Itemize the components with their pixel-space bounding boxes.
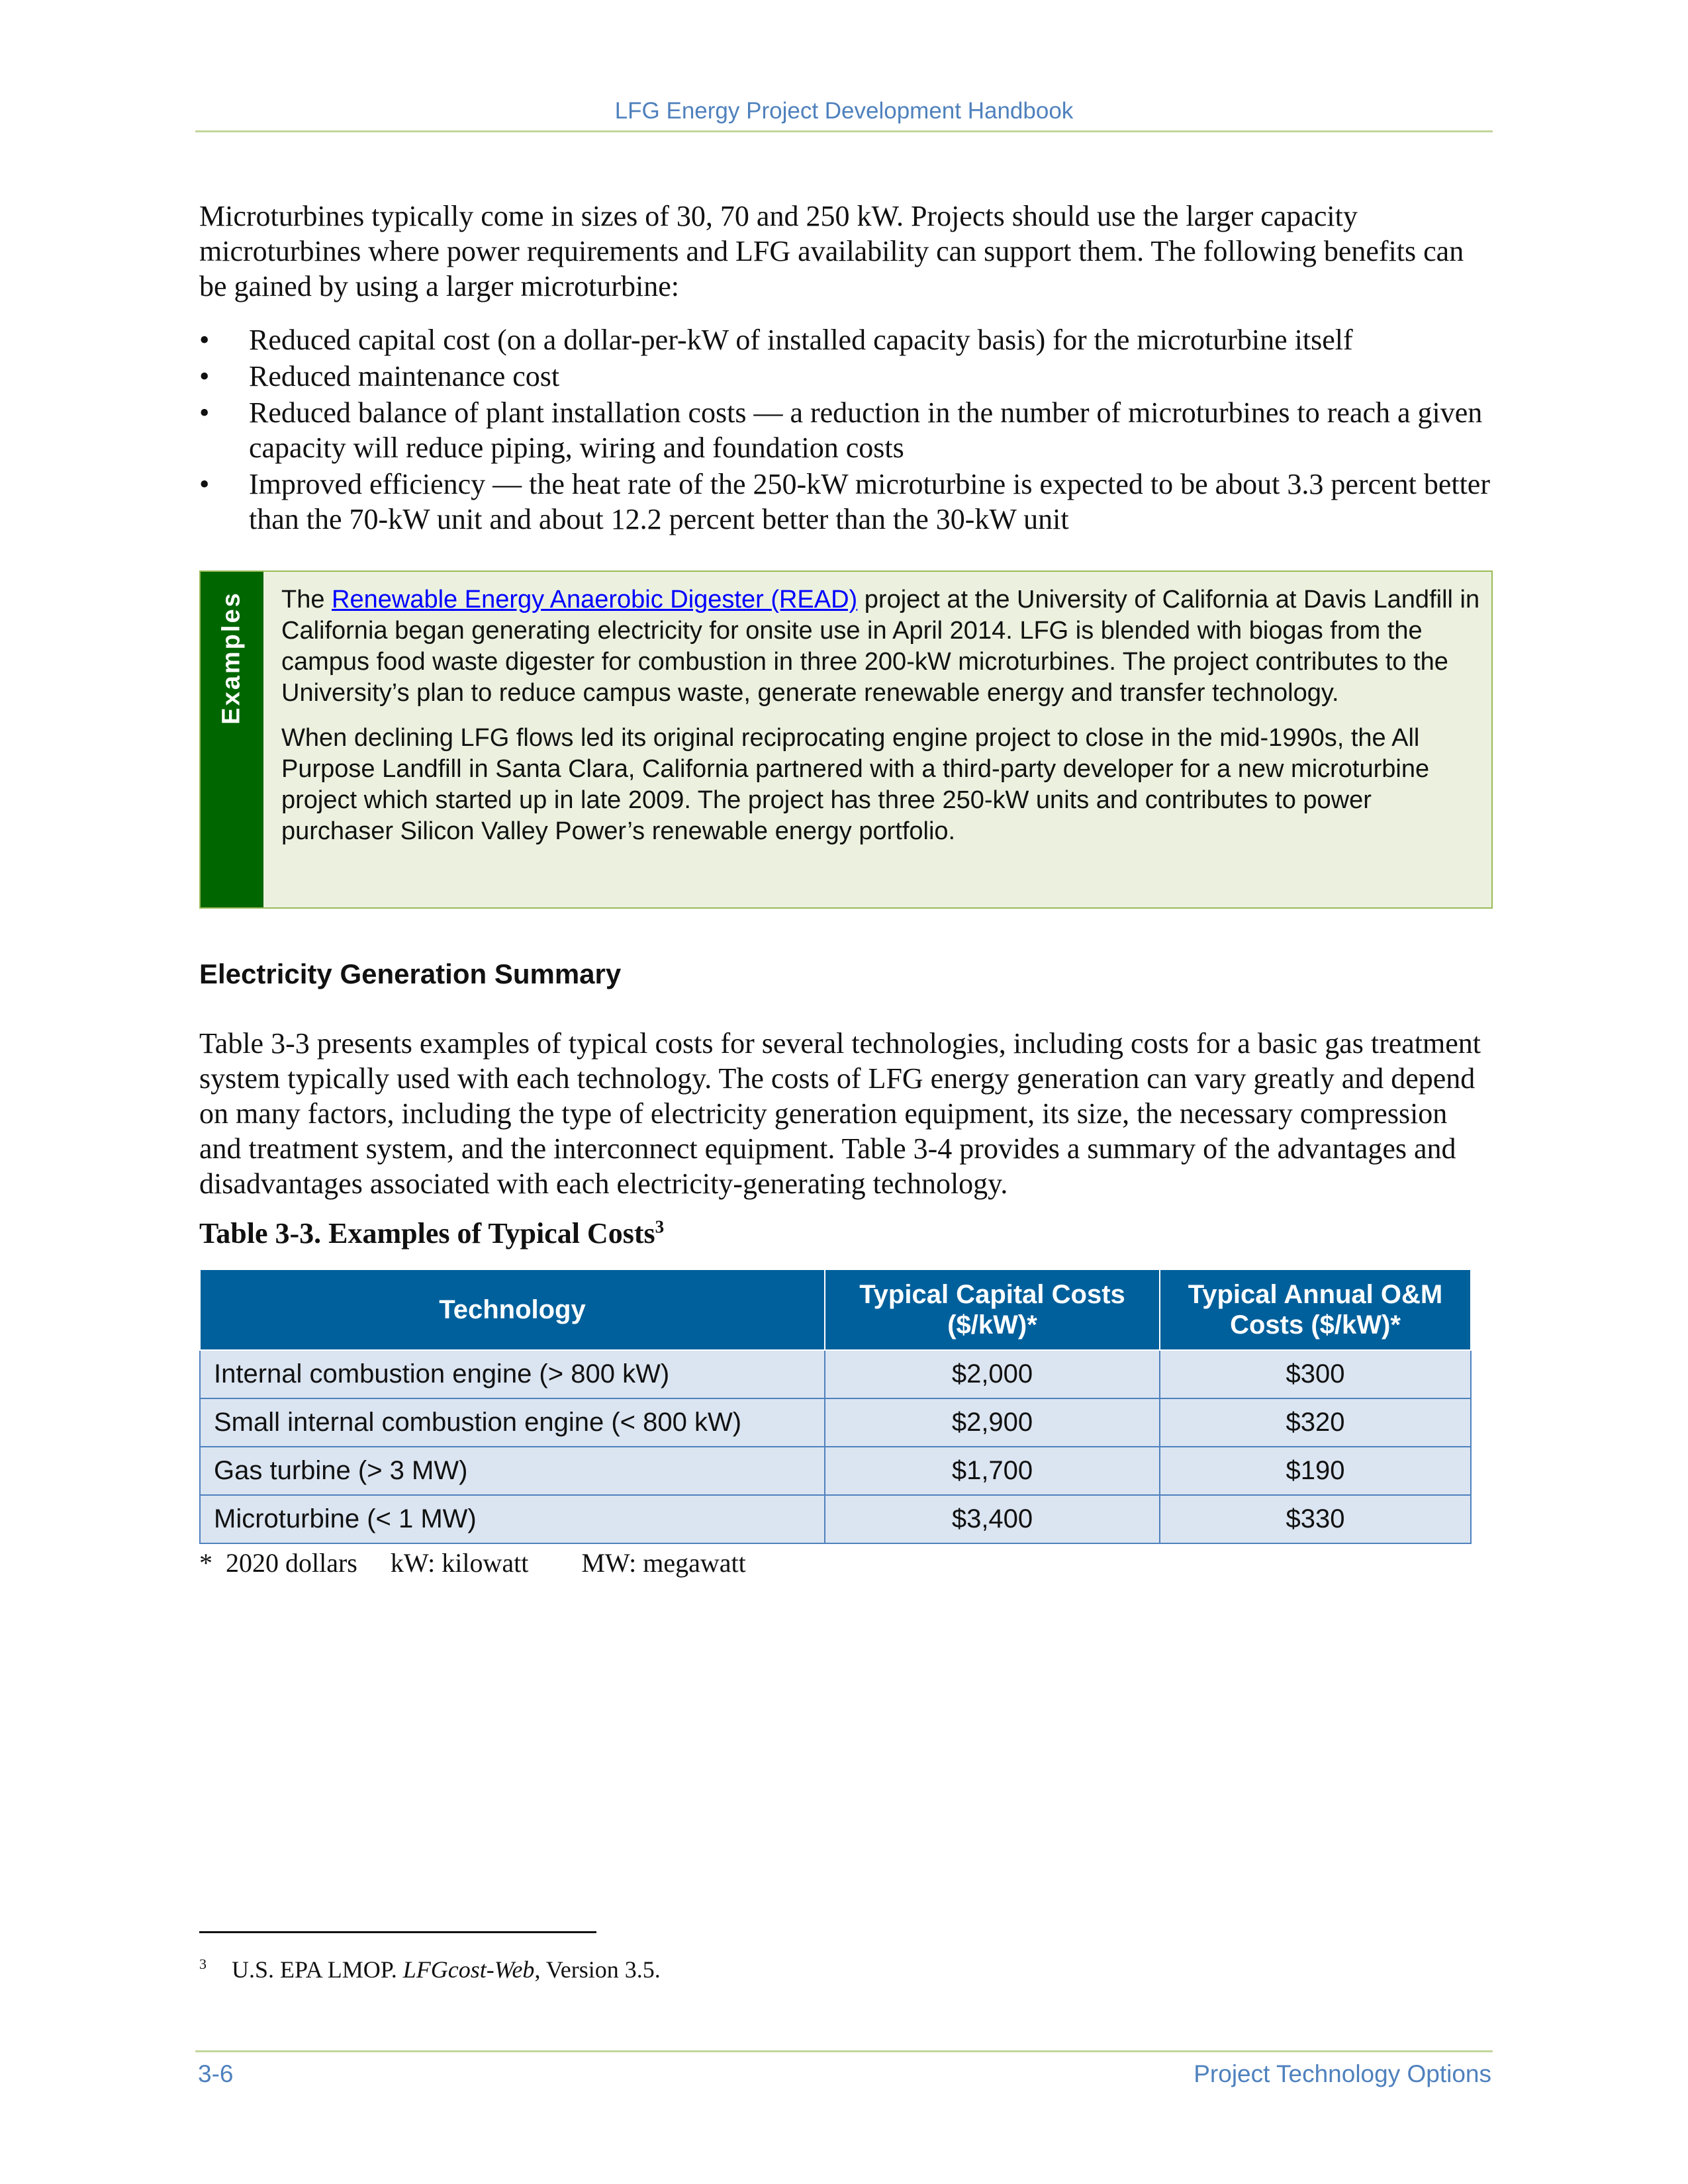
footnote-rule bbox=[199, 1931, 596, 1933]
table-row bbox=[200, 1350, 1471, 1398]
footer-rule bbox=[195, 2050, 1493, 2052]
column-header-technology: Technology bbox=[200, 1269, 825, 1350]
footnote bbox=[199, 1956, 661, 1983]
examples-box bbox=[199, 570, 1493, 909]
cost-table bbox=[199, 1269, 1472, 1544]
table-row bbox=[200, 1447, 1471, 1495]
capital-cost-cell: $3,400 bbox=[825, 1495, 1160, 1543]
list-item bbox=[199, 467, 1490, 537]
footnote-reference[interactable]: 3 bbox=[655, 1216, 665, 1237]
capital-cost-cell: $2,900 bbox=[825, 1398, 1160, 1447]
list-item-text: Reduced capital cost (on a dollar-per-kW of installed capacity basis) for the microturbine itself bbox=[249, 324, 1353, 356]
table-caption bbox=[199, 1216, 664, 1250]
example-text: project at the University of California at Davis Landfill in California began generating electricity for onsite use in April 2014. LFG is blended with biogas from the campus food waste digester for combustion in three 200-kW microturbines. The project contributes to the University’s plan to reduce campus waste, generate renewable energy and transfer technology. bbox=[281, 586, 1480, 707]
table-note: * 2020 dollars kW: kilowatt MW: megawatt bbox=[199, 1548, 746, 1578]
examples-body bbox=[281, 584, 1483, 861]
benefits-list bbox=[199, 322, 1490, 538]
header-rule bbox=[195, 130, 1493, 132]
technology-cell: Internal combustion engine (> 800 kW) bbox=[200, 1350, 825, 1398]
list-item-text: Reduced maintenance cost bbox=[249, 360, 560, 392]
footnote-number: 3 bbox=[199, 1956, 207, 1972]
bullet-icon: • bbox=[199, 396, 210, 429]
page-number: 3-6 bbox=[198, 2060, 234, 2087]
footnote-prefix: U.S. EPA LMOP. bbox=[232, 1956, 403, 1983]
bullet-icon: • bbox=[199, 360, 210, 392]
om-cost-cell: $190 bbox=[1160, 1447, 1471, 1495]
column-header-capital-costs: Typical Capital Costs ($/kW)* bbox=[825, 1269, 1160, 1350]
summary-paragraph: Table 3-3 presents examples of typical costs for several technologies, including costs for a basic gas treatment system typically used with each technology. The costs of LFG energy generation can vary greatly and depend on many factors, including the type of electricity generation equipment, its size, the necessary compression and treatment system, and the interconnect equipment. Table 3-4 provides a summary of the advantages and disadvantages associated with each electricity-generating technology. bbox=[199, 1027, 1481, 1200]
read-project-link[interactable]: Renewable Energy Anaerobic Digester (READ) bbox=[332, 586, 858, 614]
table-row bbox=[200, 1398, 1471, 1447]
list-item bbox=[199, 322, 1490, 357]
list-item-text: Improved efficiency — the heat rate of the 250-kW microturbine is expected to be about 3.3 percent better than the 70-kW unit and about 12.2 percent better than the 30-kW unit bbox=[249, 468, 1490, 535]
table-row bbox=[200, 1495, 1471, 1543]
footnote-suffix: , Version 3.5. bbox=[534, 1956, 661, 1983]
technology-cell: Small internal combustion engine (< 800 kW) bbox=[200, 1398, 825, 1447]
section-heading: Electricity Generation Summary bbox=[199, 958, 622, 989]
column-header-om-costs: Typical Annual O&M Costs ($/kW)* bbox=[1160, 1269, 1471, 1350]
list-item bbox=[199, 359, 1490, 394]
example-text: The bbox=[281, 586, 332, 614]
footnote-title: LFGcost-Web bbox=[402, 1956, 535, 1983]
capital-cost-cell: $1,700 bbox=[825, 1447, 1160, 1495]
table-header-row bbox=[200, 1269, 1471, 1350]
bullet-icon: • bbox=[199, 324, 210, 356]
om-cost-cell: $320 bbox=[1160, 1398, 1471, 1447]
capital-cost-cell: $2,000 bbox=[825, 1350, 1160, 1398]
intro-paragraph: Microturbines typically come in sizes of 30, 70 and 250 kW. Projects should use the larger capacity microturbines where power requirements and LFG availability can support them. The following benefits can be gained by using a larger microturbine: bbox=[199, 200, 1464, 302]
table-caption-text: Table 3-3. Examples of Typical Costs bbox=[199, 1217, 655, 1250]
bullet-icon: • bbox=[199, 468, 210, 500]
example-paragraph-santa-clara: When declining LFG flows led its original reciprocating engine project to close in the mid-1990s, the All Purpose Landfill in Santa Clara, California partnered with a third-party developer for a new microturbine project which started up in late 2009. The project has three 250-kW units and contributes to power purchaser Silicon Valley Power’s renewable energy portfolio. bbox=[281, 724, 1430, 845]
example-paragraph-read bbox=[281, 584, 1483, 709]
list-item bbox=[199, 395, 1490, 465]
om-cost-cell: $300 bbox=[1160, 1350, 1471, 1398]
list-item-text: Reduced balance of plant installation costs — a reduction in the number of microturbines to reach a given capacity will reduce piping, wiring and foundation costs bbox=[249, 396, 1483, 464]
om-cost-cell: $330 bbox=[1160, 1495, 1471, 1543]
technology-cell: Gas turbine (> 3 MW) bbox=[200, 1447, 825, 1495]
footer-section-title: Project Technology Options bbox=[1194, 2060, 1491, 2087]
running-header: LFG Energy Project Development Handbook bbox=[614, 98, 1074, 124]
technology-cell: Microturbine (< 1 MW) bbox=[200, 1495, 825, 1543]
examples-label: Examples bbox=[217, 591, 246, 725]
examples-tab bbox=[201, 572, 263, 907]
